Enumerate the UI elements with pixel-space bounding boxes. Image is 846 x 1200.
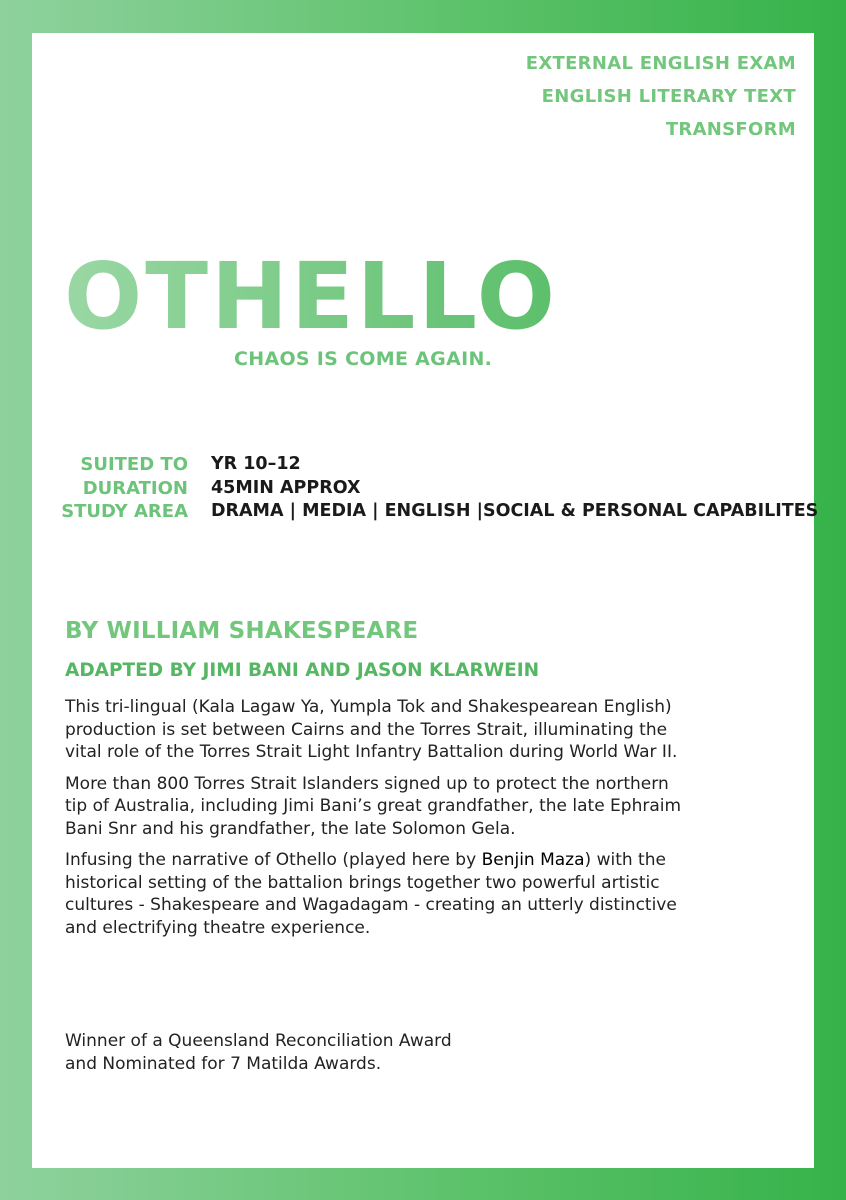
duration-value: 45MIN APPROX [211, 477, 361, 498]
study-area-row [60, 500, 818, 524]
award-line-2: and Nominated for 7 Matilda Awards. [65, 1053, 382, 1074]
duration-row [60, 477, 818, 501]
actor-name: Benjin Maza [481, 850, 585, 870]
award-line-1: Winner of a Queensland Reconciliation Award [65, 1031, 452, 1051]
paragraph-2: More than 800 Torres Strait Islanders signed up to protect the northern tip of Australia, including Jimi Bani’s great grandfather, the late Ephraim Bani Snr and his grandfather, the late Solomon Gela. [65, 773, 682, 839]
paragraph-3 [65, 849, 685, 939]
page-title: OTHELLO [64, 243, 558, 350]
study-area-value: DRAMA | MEDIA | ENGLISH |SOCIAL & PERSONAL CAPABILITES [211, 501, 819, 521]
tag-transform: TRANSFORM [665, 119, 796, 140]
suited-label: SUITED TO [80, 454, 188, 475]
author-byline: BY WILLIAM SHAKESPEARE [65, 618, 419, 644]
suited-row [60, 453, 818, 477]
production-details [60, 453, 818, 524]
duration-label: DURATION [82, 477, 188, 499]
paragraph-3-end: ) with the historical setting of the battalion brings together two powerful artistic cultures - Shakespeare and Wagadagam - creating an utterly distinctive and electrifying theatre experience. [65, 850, 677, 938]
tag-exam: EXTERNAL ENGLISH EXAM [525, 53, 796, 74]
tag-literary-text: ENGLISH LITERARY TEXT [541, 86, 796, 107]
adapted-by: ADAPTED BY JIMI BANI AND JASON KLARWEIN [65, 660, 540, 681]
paragraph-3-start: Infusing the narrative of Othello (played here by [65, 850, 482, 870]
awards-note [65, 1030, 565, 1075]
category-tags [526, 47, 796, 146]
description [65, 696, 685, 948]
study-area-label: STUDY AREA [61, 501, 188, 522]
poster-page [32, 33, 819, 1168]
tagline: CHAOS IS COME AGAIN. [234, 348, 493, 370]
paragraph-1: This tri-lingual (Kala Lagaw Ya, Yumpla Tok and Shakespearean English) production is set between Cairns and the Torres Strait, illuminating the vital role of the Torres Strait Light Infantry Battalion during World War II. [65, 697, 678, 762]
suited-value: YR 10–12 [211, 454, 301, 474]
